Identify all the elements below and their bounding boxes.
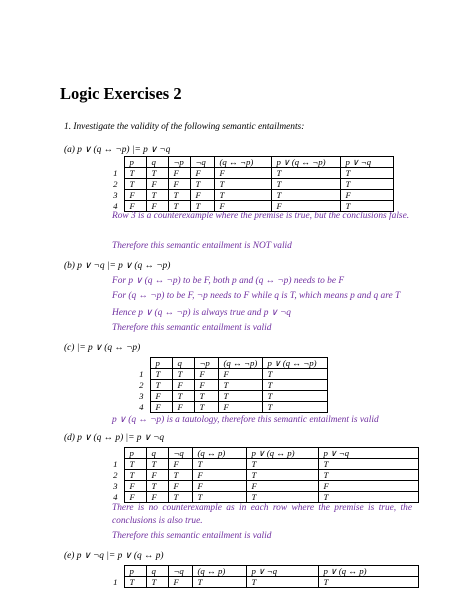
table-row [132, 402, 327, 413]
table-header: p ∨ ¬q [340, 157, 393, 168]
row-number: 2 [113, 179, 118, 189]
table-header: p ∨ ¬q [318, 448, 418, 459]
row-number: 4 [113, 492, 118, 502]
table-cell: T [246, 492, 318, 503]
table-cell: T [194, 402, 218, 413]
table-cell: F [271, 201, 340, 212]
table-cell: T [168, 492, 192, 503]
part-d-conclusion: Therefore this semantic entailment is valid [112, 531, 272, 541]
table-header: (q ↔ ¬p) [218, 358, 262, 369]
part-a-conclusion: Therefore this semantic entailment is NOT valid [112, 241, 292, 251]
truth-table-c [132, 357, 328, 413]
row-number: 1 [139, 369, 144, 379]
table-header: (q ↔ p) [192, 566, 246, 577]
page-title: Logic Exercises 2 [60, 84, 182, 103]
table-header: (q ↔ p) [192, 448, 246, 459]
table-cell: T [340, 179, 393, 190]
table-header: (q ↔ ¬p) [214, 157, 271, 168]
table-cell: T [318, 470, 418, 481]
table-cell: T [168, 190, 190, 201]
table-row [106, 481, 418, 492]
row-number: 3 [113, 481, 118, 491]
row-number: 1 [113, 459, 118, 469]
table-cell: F [194, 380, 218, 391]
table-cell: T [194, 391, 218, 402]
table-row [106, 459, 418, 470]
part-b-conclusion: Therefore this semantic entailment is valid [112, 323, 272, 333]
table-cell: T [172, 369, 194, 380]
table-cell: T [214, 190, 271, 201]
table-cell: T [218, 391, 262, 402]
table-cell: F [146, 470, 168, 481]
table-row [106, 470, 418, 481]
table-cell: F [194, 369, 218, 380]
row-number: 1 [113, 168, 118, 178]
table-cell: T [168, 470, 192, 481]
table-cell: F [168, 179, 190, 190]
table-cell: F [168, 168, 190, 179]
part-b-note: For (q ↔ ¬p) to be F, ¬p needs to F while q is T, which means p and q are T [112, 291, 401, 301]
table-cell: T [262, 369, 327, 380]
table-cell: F [146, 201, 168, 212]
table-row [132, 391, 327, 402]
table-cell: F [340, 190, 393, 201]
row-number: 2 [113, 470, 118, 480]
table-row [106, 190, 393, 201]
table-cell: T [124, 168, 146, 179]
table-cell: F [168, 481, 192, 492]
table-cell: F [146, 179, 168, 190]
table-cell: T [262, 402, 327, 413]
table-cell: F [172, 380, 194, 391]
part-c-conclusion: p ∨ (q ↔ ¬p) is a tautology, therefore this semantic entailment is valid [112, 415, 379, 425]
table-header: p [124, 448, 146, 459]
table-header-row [106, 448, 418, 459]
table-cell: T [340, 201, 393, 212]
table-cell: T [190, 179, 214, 190]
table-cell: T [190, 201, 214, 212]
row-number: 2 [139, 380, 144, 390]
table-row [106, 492, 418, 503]
part-d-label: (d) p ∨ (q ↔ p) |= p ∨ ¬q [64, 433, 165, 443]
table-cell: T [192, 492, 246, 503]
table-cell: T [124, 179, 146, 190]
table-cell: T [192, 577, 246, 588]
row-number: 3 [113, 190, 118, 200]
table-cell: T [262, 380, 327, 391]
row-number: 4 [139, 402, 144, 412]
table-header: q [146, 566, 168, 577]
row-number: 4 [113, 201, 118, 211]
table-cell: F [192, 481, 246, 492]
table-cell: F [318, 481, 418, 492]
table-cell: F [124, 481, 146, 492]
table-cell: T [271, 168, 340, 179]
table-cell: T [214, 179, 271, 190]
table-cell: T [192, 459, 246, 470]
table-cell: T [146, 168, 168, 179]
table-row [106, 179, 393, 190]
table-cell: T [124, 577, 146, 588]
table-cell: T [246, 459, 318, 470]
table-header: q [146, 448, 168, 459]
table-cell: F [124, 492, 146, 503]
part-b-label: (b) p ∨ ¬q |= p ∨ (q ↔ ¬p) [64, 261, 171, 271]
row-number: 3 [139, 391, 144, 401]
table-row [106, 577, 418, 588]
table-header-row [132, 358, 327, 369]
table-cell: T [271, 179, 340, 190]
table-cell: T [218, 380, 262, 391]
table-cell: F [246, 481, 318, 492]
table-header: p ∨ (q ↔ p) [246, 448, 318, 459]
table-row [106, 168, 393, 179]
table-cell: T [124, 459, 146, 470]
table-header: p [150, 358, 172, 369]
table-cell: T [246, 577, 318, 588]
question-1: 1. Investigate the validity of the following semantic entailments: [64, 122, 305, 132]
truth-table-d [106, 447, 419, 503]
part-b-note: Hence p ∨ (q ↔ ¬p) is always true and p ∨ ¬q [112, 308, 291, 318]
table-cell: T [146, 459, 168, 470]
table-cell: T [246, 470, 318, 481]
table-cell: T [262, 391, 327, 402]
table-cell: T [146, 481, 168, 492]
truth-table-a [106, 156, 394, 212]
table-cell: F [190, 168, 214, 179]
part-b-note: For p ∨ (q ↔ ¬p) to be F, both p and (q ↔ ¬p) needs to be F [112, 276, 345, 286]
table-cell: T [150, 369, 172, 380]
table-cell: F [172, 402, 194, 413]
table-cell: T [318, 459, 418, 470]
table-cell: F [124, 201, 146, 212]
table-header: p ∨ (q ↔ ¬p) [271, 157, 340, 168]
table-cell: F [218, 402, 262, 413]
table-header: ¬p [168, 157, 190, 168]
table-header: p [124, 566, 146, 577]
table-header-row [106, 157, 393, 168]
table-header: ¬q [168, 566, 192, 577]
table-cell: F [192, 470, 246, 481]
table-cell: T [318, 577, 418, 588]
table-cell: T [318, 492, 418, 503]
table-cell: T [168, 201, 190, 212]
part-a-label: (a) p ∨ (q ↔ ¬p) |= p ∨ ¬q [64, 145, 171, 155]
table-row [132, 369, 327, 380]
table-cell: F [168, 577, 192, 588]
table-cell: T [124, 470, 146, 481]
table-cell: T [146, 190, 168, 201]
part-d-note: There is no counterexample as in each row where the premise is true, the conclusions is also true. [112, 503, 412, 526]
table-header: ¬q [190, 157, 214, 168]
part-c-label: (c) |= p ∨ (q ↔ ¬p) [64, 343, 141, 353]
table-cell: T [172, 391, 194, 402]
table-row [132, 380, 327, 391]
table-cell: F [124, 190, 146, 201]
part-a-note: Row 3 is a counterexample where the premise is true, but the conclusions false. [112, 211, 410, 221]
table-cell: F [150, 402, 172, 413]
table-cell: T [150, 380, 172, 391]
table-header: q [146, 157, 168, 168]
table-header: q [172, 358, 194, 369]
table-header: p ∨ (q ↔ p) [318, 566, 418, 577]
table-cell: T [146, 577, 168, 588]
table-header: ¬p [194, 358, 218, 369]
table-cell: F [190, 190, 214, 201]
table-header: ¬q [168, 448, 192, 459]
table-cell: T [271, 190, 340, 201]
table-cell: F [214, 201, 271, 212]
table-cell: F [168, 459, 192, 470]
table-cell: F [218, 369, 262, 380]
table-cell: F [150, 391, 172, 402]
table-header-row [106, 566, 418, 577]
table-cell: F [146, 492, 168, 503]
table-cell: T [340, 168, 393, 179]
table-header: p ∨ (q ↔ ¬p) [262, 358, 327, 369]
table-header: p [124, 157, 146, 168]
truth-table-e [106, 565, 419, 588]
row-number: 1 [113, 577, 118, 587]
part-e-label: (e) p ∨ ¬q |= p ∨ (q ↔ p) [64, 551, 164, 561]
table-header: p ∨ ¬q [246, 566, 318, 577]
table-cell: F [214, 168, 271, 179]
